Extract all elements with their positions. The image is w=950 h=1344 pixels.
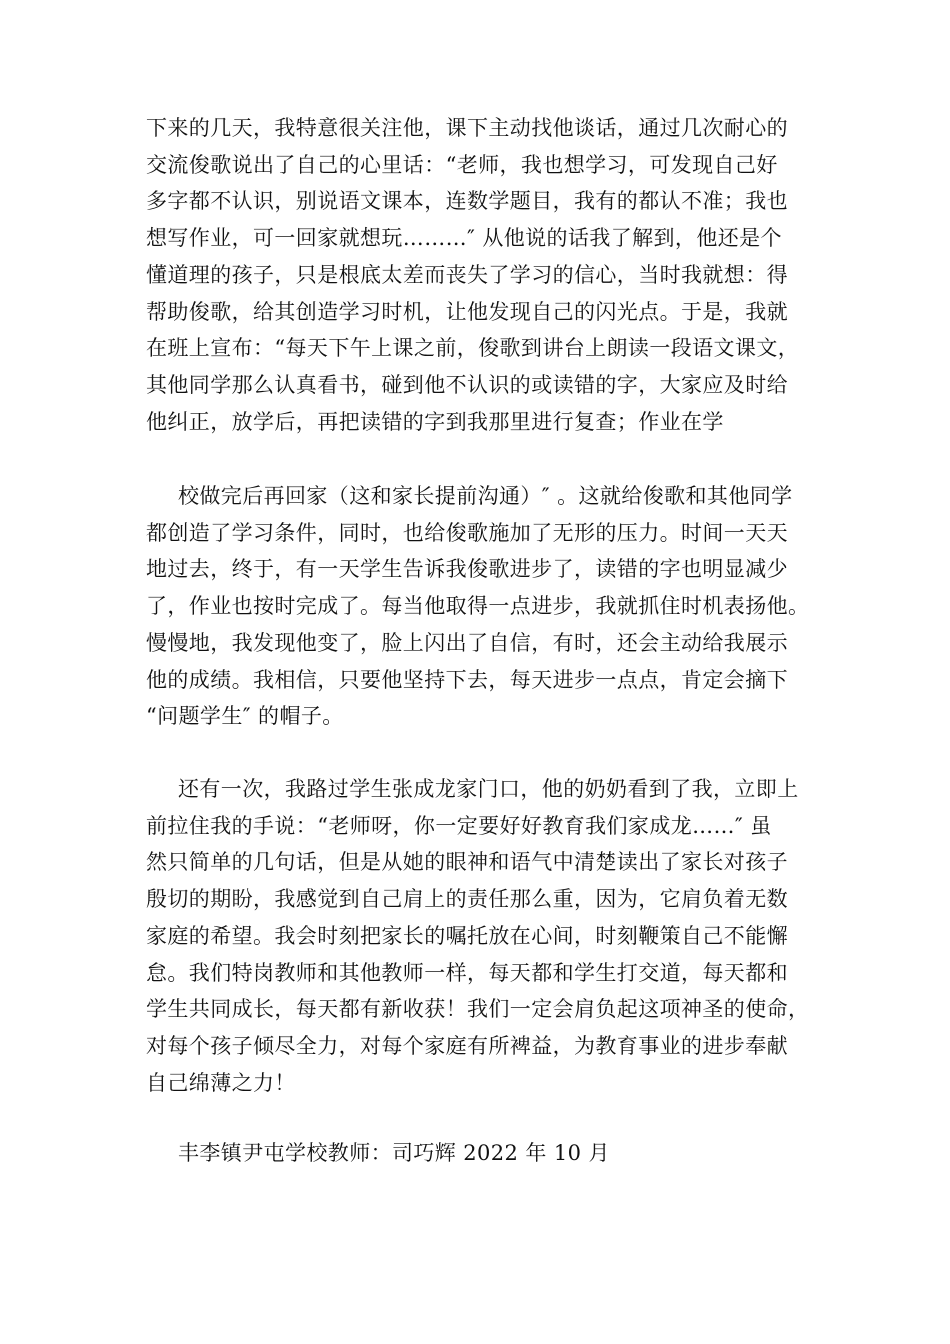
paragraph-3 — [146, 771, 810, 1101]
text-line: 在班上宣布：“每天下午上课之前，俊歌到讲台上朗读一段语文课文， — [146, 336, 800, 361]
text-line: 他的成绩。我相信，只要他坚持下去，每天进步一点点，肯定会摘下 — [146, 667, 788, 692]
text-line: 自己绵薄之力！ — [146, 1070, 296, 1095]
text-line: 了，作业也按时完成了。每当他取得一点进步，我就抓住时机表扬他。 — [146, 594, 810, 619]
text-line: 都创造了学习条件，同时，也给俊歌施加了无形的压力。时间一天天 — [146, 520, 788, 545]
text-line: 地过去，终于，有一天学生告诉我俊歌进步了，读错的字也明显减少 — [146, 557, 788, 582]
text-line: 校做完后再回家（这和家长提前沟通）″ 。这就给俊歌和其他同学 — [178, 484, 793, 508]
text-line: 学生共同成长，每天都有新收获！我们一定会肩负起这项神圣的使命， — [146, 997, 810, 1022]
text-line: 其他同学那么认真看书，碰到他不认识的或读错的字，大家应及时给 — [146, 372, 788, 397]
text-line: 懂道理的孩子，只是根底太差而丧失了学习的信心，当时我就想：得 — [146, 262, 788, 287]
text-line: 前拉住我的手说：“老师呀，你一定要好好教育我们家成龙……″ 虽 — [146, 813, 772, 838]
text-line: 慢慢地，我发现他变了，脸上闪出了自信，有时，还会主动给我展示 — [146, 630, 788, 655]
text-line: 多字都不认识，别说语文课本，连数学题目，我有的都认不准；我也 — [146, 189, 788, 214]
text-line: 帮助俊歌，给其创造学习时机，让他发现自己的闪光点。于是，我就 — [146, 299, 788, 324]
text-line: 家庭的希望。我会时刻把家长的嘱托放在心间，时刻鞭策自己不能懈 — [146, 923, 788, 948]
text-line: 还有一次，我路过学生张成龙家门口，他的奶奶看到了我，立即上 — [178, 777, 799, 801]
signature-line — [146, 1135, 806, 1172]
text-line: “问题学生″ 的帽子。 — [146, 704, 344, 729]
text-line: 怠。我们特岗教师和其他教师一样，每天都和学生打交道，每天都和 — [146, 960, 788, 985]
text-line: 交流俊歌说出了自己的心里话：“老师，我也想学习，可发现自己好 — [146, 152, 778, 177]
text-line: 他纠正，放学后，再把读错的字到我那里进行复查；作业在学 — [146, 409, 724, 434]
author-date-text: 丰李镇尹屯学校教师：司巧辉 2022 年 10 月 — [178, 1141, 610, 1165]
paragraph-1 — [146, 110, 806, 440]
text-line: 想写作业，可一回家就想玩………″ 从他说的话我了解到，他还是个 — [146, 226, 782, 251]
paragraph-2 — [146, 478, 810, 735]
text-line: 对每个孩子倾尽全力，对每个家庭有所裨益，为教育事业的进步奉献 — [146, 1033, 788, 1058]
text-line: 殷切的期盼，我感觉到自己肩上的责任那么重，因为，它肩负着无数 — [146, 887, 788, 912]
text-line: 下来的几天，我特意很关注他，课下主动找他谈话，通过几次耐心的 — [146, 116, 788, 140]
text-line: 然只简单的几句话，但是从她的眼神和语气中清楚读出了家长对孩子 — [146, 850, 788, 875]
